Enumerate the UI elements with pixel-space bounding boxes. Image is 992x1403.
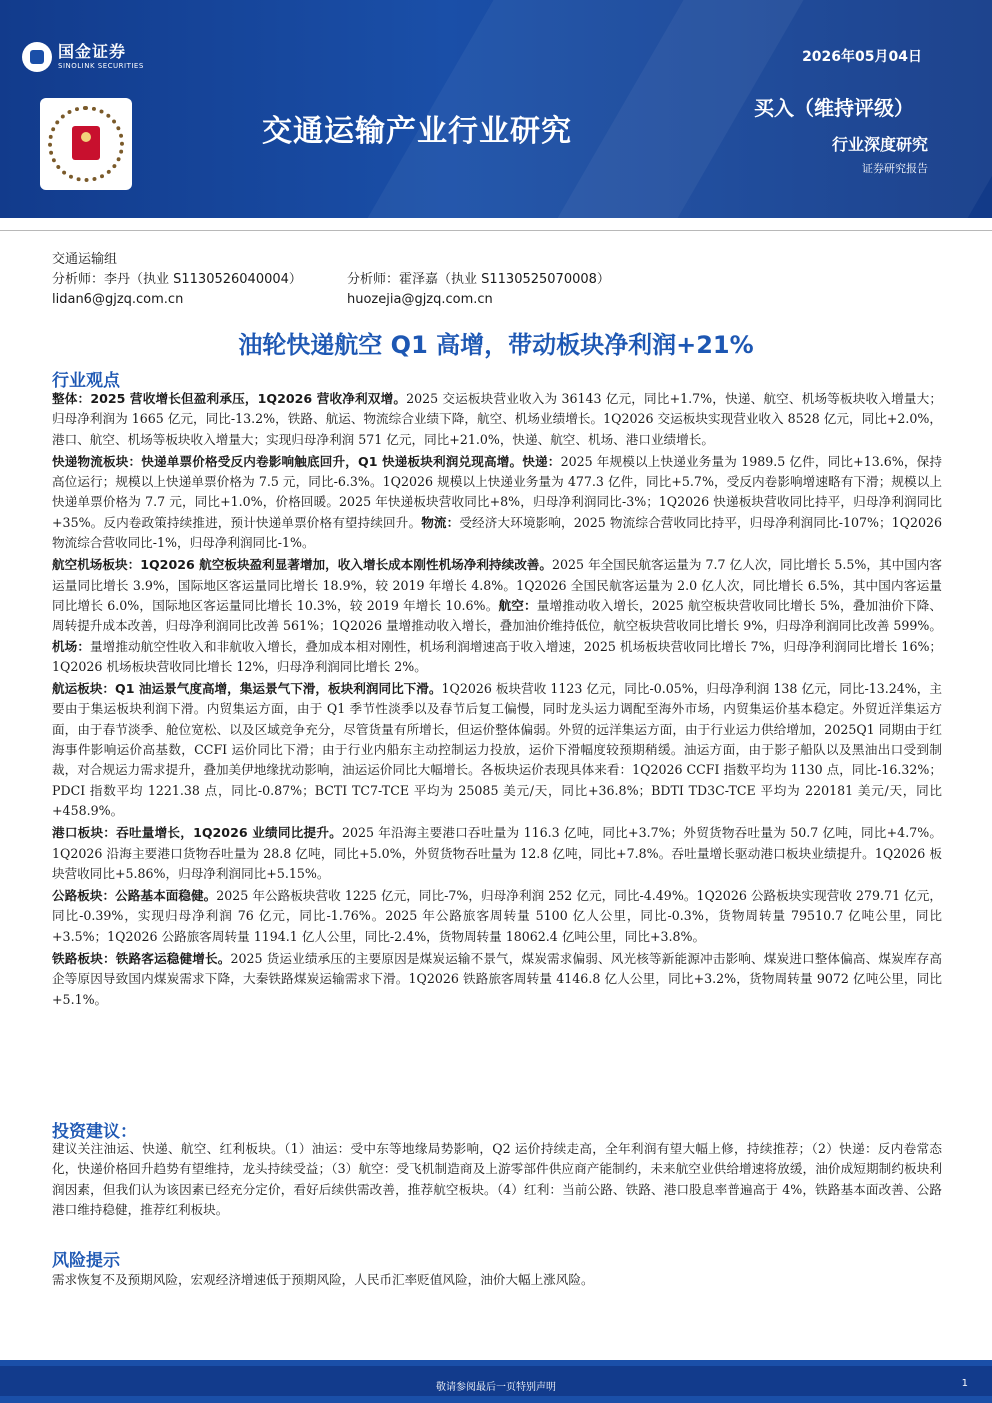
paragraph-lead: 铁路板块：铁路客运稳健增长。	[52, 951, 231, 967]
paragraph-text: 2025 年公路板块营收 1225 亿元，同比-7%，归母净利润 252 亿元，同比-4.49%。1Q2026 公路板块实现营收 279.71 亿元，同比-0.39%，实现归母净利润 76 亿元，同比-1.76%。2025 年公路旅客周转量 5100 亿人公里，同比-0.3%，货物周转量 79510.7 亿吨公里，同比+3.5%；1Q2026 公路旅客周转量 1194.1 亿人公里，同比-2.4%，货物周转量 18062.4 亿吨公里，同比+3.8%。	[52, 888, 942, 944]
header-banner	[0, 0, 992, 218]
logo-en: SINOLINK SECURITIES	[58, 62, 144, 70]
paragraph-railway	[52, 949, 942, 1010]
page-title: 交通运输产业行业研究	[262, 114, 572, 149]
section-title-view: 行业观点	[52, 371, 120, 391]
paragraph-advice: 建议关注油运、快递、航空、红利板块。（1）油运：受中东等地缘局势影响，Q2 运价持续走高，全年利润有望大幅上修，持续推荐；（2）快递：反内卷常态化，快递价格回升趋势有望维持，龙头持续受益；（3）航空：受飞机制造商及上游零部件供应商产能制约，未来航空业供给增速将放缓，油价成短期制约板块利润因素，但我们认为该因素已经充分定价，看好后续供需改善，推荐航空板块。（4）红利：当前公路、铁路、港口股息率普遍高于 4%，铁路基本面改善、公路港口维持稳健，推荐红利板块。	[52, 1141, 942, 1217]
paragraph-text: 2025 年沿海主要港口吞吐量为 116.3 亿吨，同比+3.7%；外贸货物吞吐量为 50.7 亿吨，同比+4.7%。1Q2026 沿海主要港口货物吞吐量为 28.8 亿吨，同比+5.0%，外贸货物吞吐量为 12.8 亿吨，同比+7.8%。吞吐量增长驱动港口板块业绩提升。1Q2026 板块营收同比+5.86%，归母净利润同比+5.15%。	[52, 825, 942, 881]
paragraph-shipping	[52, 679, 942, 821]
paragraph-port	[52, 823, 942, 884]
report-subtype: 证券研究报告	[862, 162, 928, 175]
paragraph-lead: 机场：	[52, 638, 90, 654]
analyst-1-name: 分析师：李丹（执业 S1130526040004）	[52, 272, 302, 287]
qr-center-logo-icon	[72, 126, 100, 160]
logo-mark-icon	[22, 42, 52, 72]
paragraph-text: 2025 年全国民航客运量为 7.7 亿人次，同比增长 5.5%，其中国内客运量同比增长 3.9%，国际地区客运量同比增长 18.9%，较 2019 年增长 4.8%。1Q2026 全国民航客运量为 2.0 亿人次，同比增长 6.5%，其中国内客运量同比增长 6.0%，国际地区客运量同比增长 10.3%，较 2019 年增长 10.6%。	[52, 557, 942, 613]
paragraph-text: 2025 货运业绩承压的主要原因是煤炭运输不景气，煤炭需求偏弱、风光核等新能源冲击影响、煤炭进口整体偏高、煤炭库存高企等原因导致国内煤炭需求下降，大秦铁路煤炭运输需求下滑。1Q2026 铁路旅客周转量 4146.8 亿人公里，同比+3.2%，货物周转量 9072 亿吨公里，同比+5.1%。	[52, 951, 942, 1007]
qr-code-icon	[40, 98, 132, 190]
page-number: 1	[961, 1378, 968, 1389]
analyst-2-email[interactable]: huozejia@gjzq.com.cn	[347, 292, 493, 307]
paragraph-text: 量增推动收入增长，2025 航空板块营收同比增长 5%，叠加油价下降、周转提升成本改善，归母净利润同比改善 561%；1Q2026 量增推动收入增长，叠加油价维持低位，航空板块营收同比增长 9%，归母净利润同比改善 599%。	[52, 597, 943, 634]
paragraph-lead: 整体：2025 营收增长但盈利承压，1Q2026 营收净利双增。	[52, 391, 407, 406]
paragraph-text: 受经济大环境影响，2025 物流综合营收同比持平，归母净利润同比-107%；1Q2026 物流综合营收同比-1%，归母净利润同比-1%。	[52, 514, 943, 551]
divider	[0, 230, 992, 231]
analyst-group: 交通运输组	[52, 252, 118, 267]
section-title-advice: 投资建议：	[52, 1122, 137, 1142]
paragraph-aviation	[52, 555, 942, 677]
footer-disclaimer: 敬请参阅最后一页特别声明	[436, 1382, 556, 1393]
report-headline: 油轮快递航空 Q1 高增，带动板块净利润+21%	[238, 331, 754, 359]
paragraph-highway	[52, 886, 942, 947]
paragraph-text: 1Q2026 板块营收 1123 亿元，同比-0.05%，归母净利润 138 亿元，同比-13.24%，主要由于集运板块利润下滑。内贸集运方面，由于 Q1 季节性淡季以及春节后复工偏慢，同时龙头运力调配至海外市场，内贸集运价基本稳定。外贸近洋集运方面，由于春节淡季、舱位宽松、以及区域竞争充分，尽管货量有所增长，但运价整体偏弱。外贸的远洋集运方面，由于行业运力供给增加，2025Q1 同期由于红海事件影响运价高基数，CCFI 运价同比下滑；由于行业内船东主动控制运力投放，运价下滑幅度较预期稍缓。油运方面，由于影子船队以及黑油出口受到制裁，对合规运力需求提升，叠加美伊地缘扰动影响，油运运价同比大幅增长。各板块运价表现具体来看：1Q2026 CCFI 指数平均为 1130 点，同比-16.32%；PDCI 指数平均 1221.38 点，同比-0.87%；BCTI TC7-TCE 平均为 25085 美元/天，同比+36.8%；BDTI TD3C-TCE 平均为 220181 美元/天，同比+458.9%。	[52, 681, 942, 818]
analyst-block	[52, 250, 610, 310]
paragraph-lead: 航运板块：Q1 油运景气度高增，集运景气下滑，板块利润同比下滑。	[52, 681, 442, 697]
paragraph-lead: 港口板块：吞吐量增长，1Q2026 业绩同比提升。	[52, 825, 342, 841]
company-logo	[22, 42, 144, 72]
advice-body	[52, 1139, 942, 1222]
report-type: 行业深度研究	[831, 135, 928, 154]
view-body	[52, 389, 942, 1012]
paragraph-lead: 航空机场板块：1Q2026 航空板块盈利显著增加，收入增长成本刚性机场净利持续改善。	[52, 557, 553, 573]
report-date: 2026年05月04日	[802, 49, 922, 65]
rating-badge: 买入（维持评级）	[754, 96, 914, 120]
paragraph-lead: 公路板块：公路基本面稳健。	[52, 888, 217, 904]
paragraph-text: 2025 年规模以上快递业务量为 1989.5 亿件，同比+13.6%，保持高位运行；规模以上快递单票价格为 7.5 元，同比-6.3%。1Q2026 规模以上快递业务量为 477.3 亿件，同比+5.7%，受反内卷影响增速略有下滑；规模以上快递单票价格为 7.7 元，同比+1.0%，价格回暖。2025 年快递板块营收同比+8%，归母净利润同比-3%；1Q2026 快递板块营收同比持平，归母净利润同比+35%。反内卷政策持续推进，预计快递单票价格有望持续回升。	[52, 453, 942, 530]
paragraph-lead: 航空：	[498, 597, 537, 613]
risk-body	[52, 1270, 942, 1292]
paragraph-lead: 物流：	[421, 514, 460, 530]
analyst-2	[347, 270, 610, 310]
paragraph-text: 2025 交运板块营业收入为 36143 亿元，同比+1.7%，快递、航空、机场等板块收入增量大；归母净利润为 1665 亿元，同比-13.2%，铁路、航运、物流综合业绩下降，航空、机场业绩增长。1Q2026 交运板块实现营业收入 8528 亿元，同比+2.0%，港口、航空、机场等板块收入增量大；实现归母净利润 571 亿元，同比+21.0%，快递、航空、机场、港口业绩增长。	[52, 391, 943, 447]
paragraph-express	[52, 452, 942, 553]
logo-cn: 国金证券	[58, 42, 127, 61]
logo-text	[58, 43, 144, 71]
paragraph-risk: 需求恢复不及预期风险，宏观经济增速低于预期风险，人民币汇率贬值风险，油价大幅上涨风险。	[52, 1272, 594, 1287]
footer-bar	[0, 1360, 992, 1403]
section-title-risk: 风险提示	[52, 1251, 120, 1271]
analyst-1-email[interactable]: lidan6@gjzq.com.cn	[52, 292, 184, 307]
paragraph-overall	[52, 389, 942, 450]
analyst-2-name: 分析师：霍泽嘉（执业 S1130525070008）	[347, 272, 610, 287]
paragraph-text: 量增推动航空性收入和非航收入增长，叠加成本相对刚性，机场利润增速高于收入增速，2025 机场板块营收同比增长 7%，归母净利润同比增长 16%；1Q2026 机场板块营收同比增长 12%，归母净利润同比增长 2%。	[52, 638, 943, 674]
paragraph-lead: 快递物流板块：快递单票价格受反内卷影响触底回升，Q1 快递板块利润兑现高增。快递：	[52, 453, 561, 469]
